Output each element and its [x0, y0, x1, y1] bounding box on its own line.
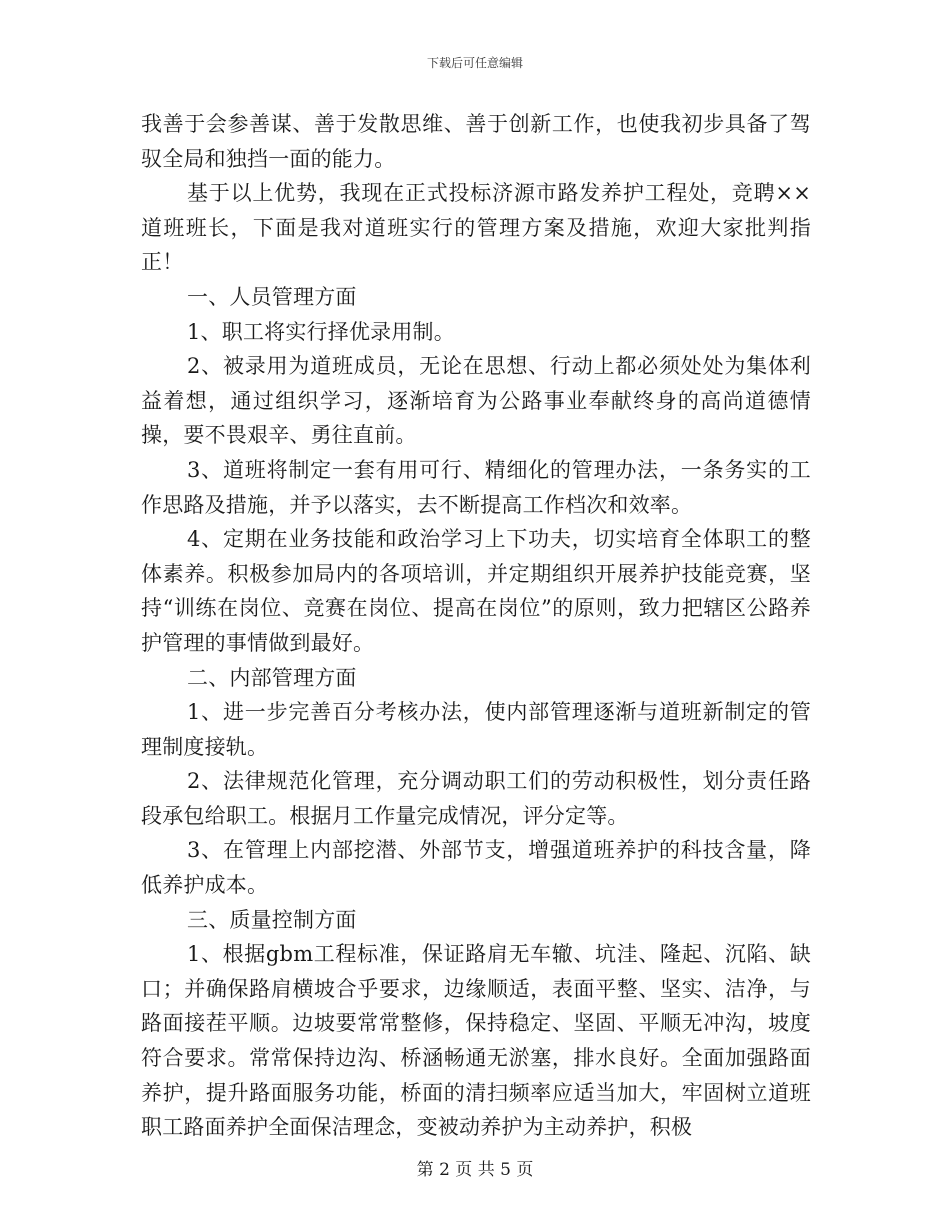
section-heading-internal: 二、内部管理方面 [187, 665, 357, 690]
paragraph-item: 4、定期在业务技能和政治学习上下功夫，切实培育全体职工的整体素养。积极参加局内的各项培训，并定期组织开展养护技能竞赛，坚持“训练在岗位、竞赛在岗位、提高在岗位”的原则，致力把辖区公路养护管理的事情做到最好。 [141, 527, 811, 655]
page-number: 第 2 页 共 5 页 [416, 1160, 534, 1180]
paragraph-item: 3、道班将制定一套有用可行、精细化的管理办法，一条务实的工作思路及措施，并予以落实，去不断提高工作档次和效率。 [141, 457, 811, 517]
paragraph-item: 1、进一步完善百分考核办法，使内部管理逐渐与道班新制定的管理制度接轨。 [141, 700, 811, 759]
page-header-note: 下载后可任意编辑 [426, 56, 523, 70]
document-body [141, 107, 811, 1145]
paragraph-item: 1、根据gbm工程标准，保证路肩无车辙、坑洼、隆起、沉陷、缺口；并确保路肩横坡合乎要求，边缘顺适，表面平整、坚实、洁净，与路面接茬平顺。边坡要常常整修，保持稳定、坚固、平顺无冲沟，坡度符合要求。常常保持边沟、桥涵畅通无淤塞，排水良好。全面加强路面养护，提升路面服务功能，桥面的清扫频率应适当加大，牢固树立道班职工路面养护全面保洁理念，变被动养护为主动养护，积极 [141, 942, 811, 1140]
paragraph-item: 2、被录用为道班成员，无论在思想、行动上都必须处处为集体利益着想，通过组织学习，逐渐培育为公路事业奉献终身的高尚道德情操，要不畏艰辛、勇往直前。 [141, 354, 811, 448]
section-heading-personnel: 一、人员管理方面 [187, 284, 357, 309]
paragraph-continued: 我善于会参善谋、善于发散思维、善于创新工作，也使我初步具备了驾驭全局和独挡一面的能力。 [141, 112, 811, 171]
paragraph-intro: 基于以上优势，我现在正式投标济源市路发养护工程处，竞聘××道班班长，下面是我对道班实行的管理方案及措施，欢迎大家批判指正！ [141, 181, 811, 275]
paragraph-item: 2、法律规范化管理，充分调动职工们的劳动积极性，划分责任路段承包给职工。根据月工作量完成情况，评分定等。 [141, 769, 811, 828]
section-heading-quality: 三、质量控制方面 [187, 907, 357, 932]
paragraph-item: 1、职工将实行择优录用制。 [187, 319, 455, 344]
paragraph-item: 3、在管理上内部挖潜、外部节支，增强道班养护的科技含量，降低养护成本。 [141, 838, 811, 898]
